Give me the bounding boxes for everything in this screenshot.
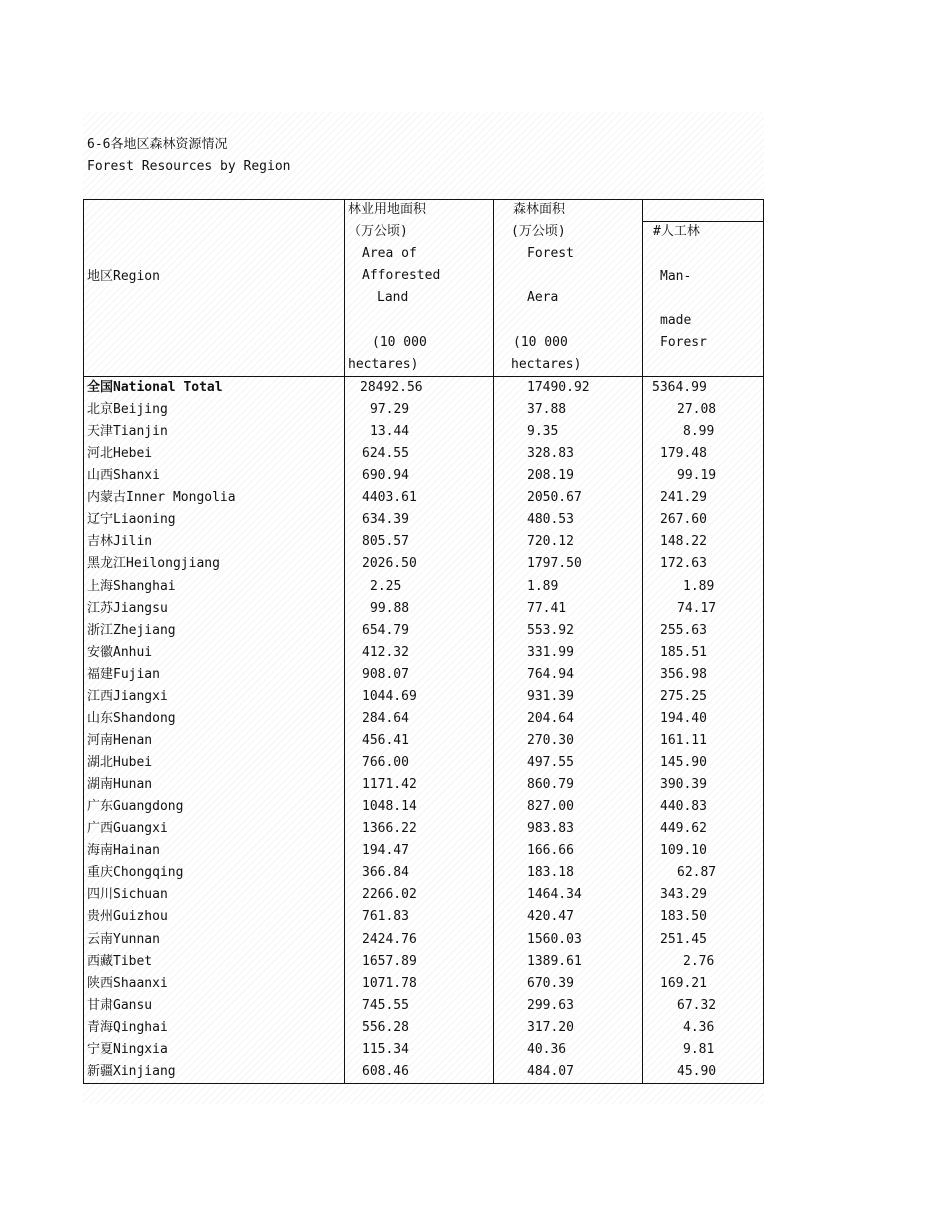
- cell-forestry-land: 1171.42: [362, 777, 417, 793]
- table-title-chinese: 6-6各地区森林资源情况: [87, 137, 228, 152]
- cell-forest-area: 270.30: [527, 732, 574, 748]
- cell-forest-area: 208.19: [527, 468, 574, 484]
- cell-forestry-land: 608.46: [362, 1063, 409, 1079]
- cell-man-made: 99.19: [677, 468, 717, 484]
- cell-region: 河南Henan: [87, 732, 153, 748]
- cell-man-made: 27.08: [677, 402, 717, 418]
- header-forestry-land-unit: hectares): [348, 357, 419, 372]
- cell-forestry-land: 4403.61: [362, 490, 417, 506]
- cell-forest-area: 331.99: [527, 644, 574, 660]
- cell-forestry-land: 805.57: [362, 534, 409, 550]
- header-region: 地区Region: [87, 269, 160, 284]
- cell-forestry-land: 99.88: [370, 600, 410, 616]
- cell-forestry-land: 284.64: [362, 710, 409, 726]
- cell-forest-area: 1389.61: [527, 953, 582, 969]
- cell-man-made: 9.81: [683, 1041, 715, 1057]
- cell-forest-area: 1.89: [527, 578, 559, 594]
- cell-forest-area: 670.39: [527, 975, 574, 991]
- cell-man-made: 145.90: [660, 755, 707, 771]
- cell-forest-area: 827.00: [527, 799, 574, 815]
- cell-forest-area: 166.66: [527, 843, 574, 859]
- cell-man-made: 440.83: [660, 799, 707, 815]
- cell-forestry-land: 2424.76: [362, 931, 417, 947]
- cell-region: 云南Yunnan: [87, 931, 160, 947]
- cell-region: 甘肃Gansu: [87, 997, 153, 1013]
- cell-forest-area: 9.35: [527, 424, 559, 440]
- cell-forestry-land: 194.47: [362, 843, 409, 859]
- cell-forest-area: 420.47: [527, 909, 574, 925]
- cell-forest-area: 77.41: [527, 600, 567, 616]
- cell-forest-area: 497.55: [527, 755, 574, 771]
- cell-forestry-land: 634.39: [362, 512, 409, 528]
- cell-forestry-land: 2.25: [370, 578, 402, 594]
- cell-region: 上海Shanghai: [87, 578, 176, 594]
- cell-forestry-land: 1657.89: [362, 953, 417, 969]
- cell-forestry-land: 654.79: [362, 622, 409, 638]
- cell-region: 吉林Jilin: [87, 534, 153, 550]
- cell-region: 河北Hebei: [87, 446, 153, 462]
- header-man-made-cn: #人工林: [653, 224, 700, 239]
- header-forest-area-unit: hectares): [511, 357, 582, 372]
- cell-region: 湖南Hunan: [87, 777, 153, 793]
- cell-forest-area: 299.63: [527, 997, 574, 1013]
- cell-forestry-land: 2026.50: [362, 556, 417, 572]
- cell-man-made: 2.76: [683, 953, 715, 969]
- cell-region: 安徽Anhui: [87, 644, 153, 660]
- cell-forest-area: 40.36: [527, 1041, 567, 1057]
- cell-forestry-land: 412.32: [362, 644, 409, 660]
- cell-forest-area: 317.20: [527, 1019, 574, 1035]
- cell-region: 陕西Shaanxi: [87, 975, 168, 991]
- header-forestry-land-en: Land: [377, 290, 409, 305]
- table-title-english: Forest Resources by Region: [87, 159, 291, 174]
- header-forestry-land-unit: (10 000: [372, 335, 427, 350]
- cell-forestry-land: 1071.78: [362, 975, 417, 991]
- header-man-made-en: Foresr: [660, 335, 707, 350]
- cell-forestry-land: 690.94: [362, 468, 409, 484]
- cell-man-made: 275.25: [660, 688, 707, 704]
- cell-forest-area: 204.64: [527, 710, 574, 726]
- header-forest-area-cn: 森林面积: [513, 202, 566, 217]
- cell-man-made: 449.62: [660, 821, 707, 837]
- cell-forestry-land: 908.07: [362, 666, 409, 682]
- cell-region: 福建Fujian: [87, 666, 160, 682]
- cell-forest-area: 983.83: [527, 821, 574, 837]
- cell-region: 青海Qinghai: [87, 1019, 168, 1035]
- cell-forestry-land: 97.29: [370, 402, 410, 418]
- cell-region: 新疆Xinjiang: [87, 1063, 176, 1079]
- cell-region: 天津Tianjin: [87, 424, 168, 440]
- cell-forestry-land: 1048.14: [362, 799, 417, 815]
- cell-region: 四川Sichuan: [87, 887, 168, 903]
- cell-man-made: 194.40: [660, 710, 707, 726]
- cell-man-made: 172.63: [660, 556, 707, 572]
- cell-man-made: 255.63: [660, 622, 707, 638]
- cell-man-made: 5364.99: [652, 380, 707, 395]
- cell-man-made: 1.89: [683, 578, 715, 594]
- cell-region: 重庆Chongqing: [87, 865, 184, 881]
- cell-forestry-land: 28492.56: [360, 380, 423, 395]
- cell-region: 北京Beijing: [87, 402, 168, 418]
- cell-region: 湖北Hubei: [87, 755, 153, 771]
- cell-man-made: 343.29: [660, 887, 707, 903]
- cell-forest-area: 931.39: [527, 688, 574, 704]
- cell-man-made: 169.21: [660, 975, 707, 991]
- cell-man-made: 62.87: [677, 865, 717, 881]
- cell-forest-area: 553.92: [527, 622, 574, 638]
- cell-forestry-land: 766.00: [362, 755, 409, 771]
- cell-region: 山西Shanxi: [87, 468, 160, 484]
- header-forestry-land-en: Afforested: [362, 268, 441, 283]
- cell-forest-area: 1797.50: [527, 556, 582, 572]
- cell-forest-area: 484.07: [527, 1063, 574, 1079]
- cell-man-made: 356.98: [660, 666, 707, 682]
- cell-forest-area: 1464.34: [527, 887, 582, 903]
- cell-forestry-land: 745.55: [362, 997, 409, 1013]
- header-man-made-en: Man-: [660, 269, 692, 284]
- header-forestry-land-cn: 林业用地面积: [348, 202, 427, 217]
- header-forestry-land-unit-cn: （万公顷): [348, 224, 408, 239]
- cell-forestry-land: 1044.69: [362, 688, 417, 704]
- cell-forestry-land: 761.83: [362, 909, 409, 925]
- cell-man-made: 390.39: [660, 777, 707, 793]
- cell-forest-area: 764.94: [527, 666, 574, 682]
- cell-man-made: 185.51: [660, 644, 707, 660]
- cell-forest-area: 17490.92: [527, 380, 590, 395]
- header-forest-area-unit-cn: (万公顷): [511, 224, 566, 239]
- cell-forestry-land: 366.84: [362, 865, 409, 881]
- cell-region: 海南Hainan: [87, 843, 160, 859]
- header-forest-area-unit: (10 000: [513, 335, 568, 350]
- cell-man-made: 4.36: [683, 1019, 715, 1035]
- cell-forest-area: 2050.67: [527, 490, 582, 506]
- cell-region: 内蒙古Inner Mongolia: [87, 490, 236, 506]
- cell-region: 江西Jiangxi: [87, 688, 168, 704]
- cell-forest-area: 183.18: [527, 865, 574, 881]
- forest-resources-table: [83, 199, 764, 1084]
- column-divider: [493, 199, 494, 1083]
- cell-region: 江苏Jiangsu: [87, 600, 168, 616]
- cell-region: 贵州Guizhou: [87, 909, 168, 925]
- cell-man-made: 251.45: [660, 931, 707, 947]
- cell-man-made: 8.99: [683, 424, 715, 440]
- cell-region: 山东Shandong: [87, 710, 176, 726]
- cell-forest-area: 860.79: [527, 777, 574, 793]
- cell-forestry-land: 556.28: [362, 1019, 409, 1035]
- cell-forest-area: 720.12: [527, 534, 574, 550]
- column-divider: [642, 199, 643, 1083]
- cell-region: 全国National Total: [87, 380, 223, 395]
- header-man-made-en: made: [660, 313, 692, 328]
- cell-forest-area: 480.53: [527, 512, 574, 528]
- cell-forestry-land: 115.34: [362, 1041, 409, 1057]
- cell-forestry-land: 456.41: [362, 732, 409, 748]
- cell-forestry-land: 1366.22: [362, 821, 417, 837]
- cell-man-made: 45.90: [677, 1063, 717, 1079]
- cell-man-made: 183.50: [660, 909, 707, 925]
- column-divider: [344, 199, 345, 1083]
- cell-forest-area: 1560.03: [527, 931, 582, 947]
- header-forest-area-en: Forest: [527, 246, 574, 261]
- header-forest-area-en: Aera: [527, 290, 559, 305]
- cell-forestry-land: 2266.02: [362, 887, 417, 903]
- cell-man-made: 109.10: [660, 843, 707, 859]
- cell-man-made: 148.22: [660, 534, 707, 550]
- cell-region: 西藏Tibet: [87, 953, 153, 969]
- cell-region: 浙江Zhejiang: [87, 622, 176, 638]
- cell-man-made: 179.48: [660, 446, 707, 462]
- cell-forestry-land: 624.55: [362, 446, 409, 462]
- cell-forestry-land: 13.44: [370, 424, 410, 440]
- cell-region: 广西Guangxi: [87, 821, 168, 837]
- cell-man-made: 161.11: [660, 732, 707, 748]
- cell-man-made: 67.32: [677, 997, 717, 1013]
- cell-forest-area: 328.83: [527, 446, 574, 462]
- cell-man-made: 267.60: [660, 512, 707, 528]
- cell-forest-area: 37.88: [527, 402, 567, 418]
- cell-region: 黑龙江Heilongjiang: [87, 556, 220, 572]
- cell-region: 辽宁Liaoning: [87, 512, 176, 528]
- cell-region: 宁夏Ningxia: [87, 1041, 168, 1057]
- header-forestry-land-en: Area of: [362, 246, 417, 261]
- cell-region: 广东Guangdong: [87, 799, 184, 815]
- cell-man-made: 241.29: [660, 490, 707, 506]
- cell-man-made: 74.17: [677, 600, 717, 616]
